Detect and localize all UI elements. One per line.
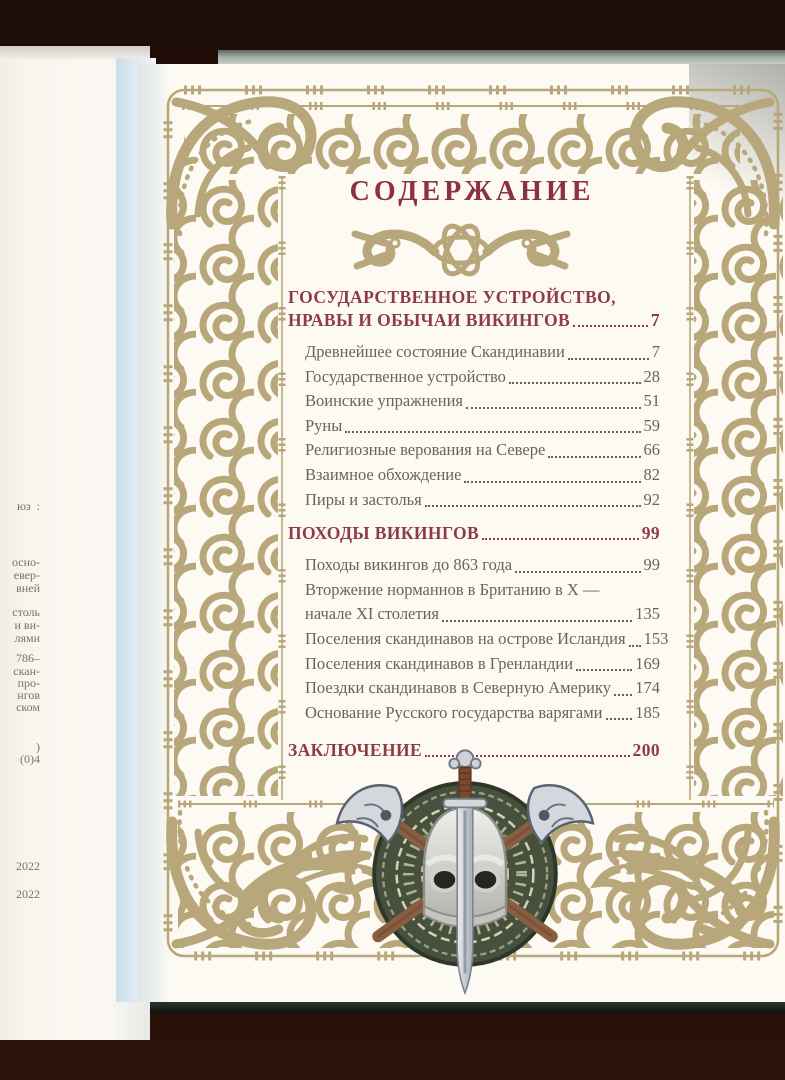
toc-entry-line	[305, 701, 660, 726]
spine-fragment: (0)4	[20, 752, 40, 766]
spine-fragment: 2022	[16, 859, 40, 873]
toc-entry	[288, 652, 660, 677]
toc-entry-line	[305, 627, 669, 652]
spine-fragment: юз :	[16, 499, 40, 513]
toc-page-number: 153	[643, 628, 669, 648]
toc-entry	[288, 553, 660, 578]
toc-entry-line	[305, 578, 660, 603]
toc-entry-line	[305, 602, 660, 627]
toc-section	[288, 286, 660, 512]
dot-leader	[548, 456, 640, 458]
toc-entry-line-label: Древнейшее состояние Скандинавии	[305, 342, 565, 361]
toc-section-heading	[288, 286, 660, 332]
toc-entry-line-label: Поездки скандинавов в Северную Америку	[305, 678, 611, 698]
dot-leader	[466, 407, 641, 409]
twin-beast-ornament-icon	[343, 220, 579, 278]
spine-fragment: про-	[17, 676, 40, 690]
spine-fragment: вней	[16, 581, 40, 595]
toc-page-number: 28	[643, 366, 660, 386]
dot-leader	[482, 538, 639, 540]
toc-entry-line	[305, 340, 660, 365]
toc-entry	[288, 578, 660, 627]
toc-entry	[288, 389, 660, 414]
toc-entry	[288, 438, 660, 463]
toc-page-number: 51	[643, 391, 660, 411]
toc-page-number: 66	[643, 440, 660, 460]
dot-leader	[442, 620, 632, 622]
dot-leader	[515, 571, 640, 573]
toc-section-heading	[288, 522, 660, 545]
toc-entry-line	[305, 414, 660, 439]
book-page	[138, 64, 785, 1002]
toc-entry-line-label: Поселения скандинавов в Гренландии	[305, 653, 574, 673]
toc-entry-line	[305, 389, 660, 414]
dot-leader	[606, 718, 633, 720]
toc-page-number: 99	[643, 555, 660, 575]
toc-entry	[288, 676, 660, 701]
dot-leader	[509, 382, 641, 384]
toc-page-number: 82	[643, 464, 660, 484]
toc-heading-line	[288, 522, 660, 545]
toc-heading-line	[288, 309, 660, 332]
toc-entry-line	[305, 652, 660, 677]
toc-page-number: 7	[651, 342, 660, 361]
toc-page-number: 7	[650, 310, 660, 330]
spine-fragment: столь	[12, 605, 40, 619]
spine-fragment: лями	[14, 631, 40, 645]
spine-fragment: и ви-	[14, 618, 40, 632]
toc-entry-line	[305, 553, 660, 578]
page-title: СОДЕРЖАНИЕ	[349, 176, 595, 207]
toc-page-number: 99	[641, 523, 660, 544]
toc-entry	[288, 365, 660, 390]
spine-fragment: евер-	[13, 568, 40, 582]
spine-fragment: 2022	[16, 887, 40, 901]
toc-entry-line-label: Религиозные верования на Севере	[305, 440, 546, 460]
toc-entry-line-label: Государственное устройство	[305, 366, 506, 386]
toc-entry-line	[305, 488, 660, 513]
toc-heading-line-label: НРАВЫ И ОБЫЧАИ ВИКИНГОВ	[288, 310, 571, 330]
toc-heading-line	[288, 286, 660, 309]
dot-leader	[568, 358, 649, 360]
spine-fragment: 786–	[16, 651, 40, 665]
toc-entry-line-label: начале XI столетия	[305, 604, 440, 624]
toc-heading-line-label: ГОСУДАРСТВЕННОЕ УСТРОЙСТВО,	[288, 287, 616, 307]
toc-page-number: 174	[635, 678, 660, 698]
toc-entry	[288, 340, 660, 365]
toc-entry-line-label: Походы викингов до 863 года	[305, 555, 513, 575]
toc-entry-line	[305, 438, 660, 463]
toc-entry	[288, 701, 660, 726]
toc-entry-line-label: Основание Русского государства варягами	[305, 702, 603, 722]
toc-heading-line-label: ЗАКЛЮЧЕНИЕ	[288, 740, 423, 761]
spine-fragment: скан-	[13, 664, 40, 678]
table-of-contents	[288, 286, 669, 772]
spine-fragment: )	[36, 740, 40, 754]
toc-entries	[288, 553, 669, 725]
toc-page-number: 169	[635, 653, 660, 673]
dot-leader	[629, 645, 641, 647]
toc-entry-line	[305, 463, 660, 488]
toc-page-number: 135	[635, 604, 660, 624]
dot-leader	[614, 694, 632, 696]
toc-heading-line-label: ПОХОДЫ ВИКИНГОВ	[288, 523, 480, 544]
spine-fragment: ском	[16, 700, 40, 714]
toc-entry-line-label: Руны	[305, 415, 343, 435]
toc-entry-line-label: Взаимное обхождение	[305, 464, 462, 484]
toc-section	[288, 522, 669, 725]
viking-emblem-icon	[325, 745, 605, 997]
toc-page-number: 92	[643, 489, 660, 509]
dot-leader	[464, 481, 640, 483]
toc-entries	[288, 340, 660, 512]
dot-leader	[425, 505, 641, 507]
toc-entry-line	[305, 365, 660, 390]
toc-entry-line-label: Поселения скандинавов на острове Исландия	[305, 628, 626, 648]
spine-fragment: осно-	[11, 555, 40, 569]
toc-entry-line	[305, 676, 660, 701]
spine-fragment: нгов	[17, 688, 40, 702]
toc-entry	[288, 463, 660, 488]
toc-entry	[288, 488, 660, 513]
toc-entry-line-label: Пиры и застолья	[305, 489, 422, 509]
toc-page-number: 59	[643, 415, 660, 435]
toc-page-number: 200	[632, 740, 660, 761]
dot-leader	[576, 669, 632, 671]
toc-entry-line-label: Воинские упражнения	[305, 391, 463, 411]
toc-entry	[288, 414, 660, 439]
dot-leader	[345, 431, 640, 433]
toc-entry	[288, 627, 669, 652]
toc-entry-line-label: Вторжение норманнов в Британию в X —	[305, 579, 600, 599]
toc-page-number: 185	[635, 702, 660, 722]
dot-leader	[573, 325, 648, 327]
